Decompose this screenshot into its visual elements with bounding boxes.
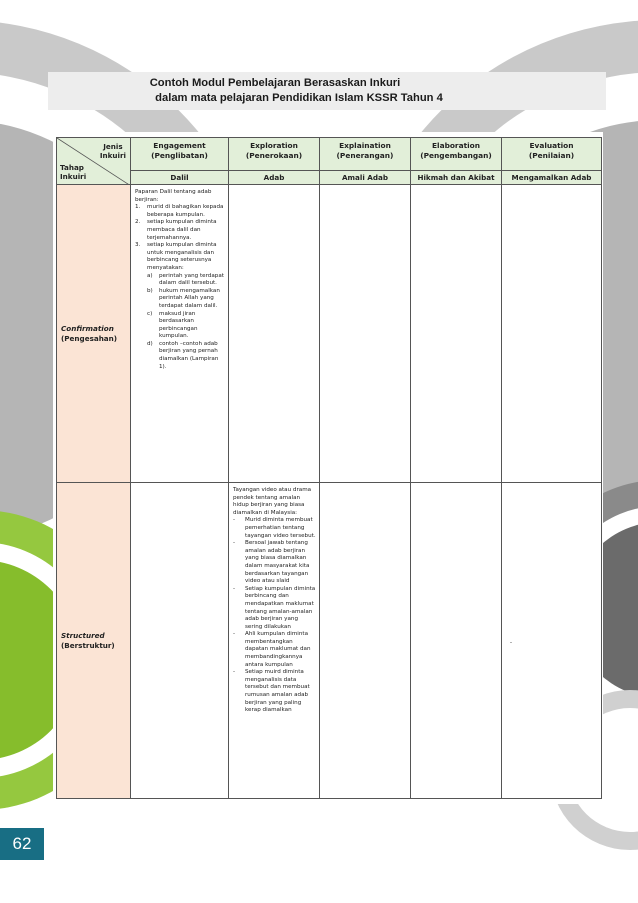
structured-mengamalkan-cell: [502, 483, 602, 799]
inquiry-module-table: [56, 137, 602, 799]
structured-hikmah-cell: [411, 483, 502, 799]
list-item: - Setiap muird diminta menganalisis data tersebut dan membuat rumusan amalan adab berjiran yang paling kerap diamalkan: [233, 669, 310, 714]
list-item: - Bersoal jawab tentang amalan adab berjiran yang biasa diamalkan dalam masyarakat kita berdasarkan tayangan video atau slaid: [233, 540, 310, 585]
document-title-band: [48, 72, 606, 110]
phase-exploration: Exploration (Penerokaan): [229, 138, 320, 171]
confirmation-hikmah-cell: [411, 185, 502, 483]
list-item: 2. setiap kumpulan diminta membaca dalil dan terjemahannya.: [135, 219, 217, 241]
structured-amali-cell: [320, 483, 411, 799]
list-subitem: a) perintah yang terdapat dalam dalil tersebut.: [147, 272, 224, 287]
structured-intro: Tayangan video atau drama pendek tentang amalan hidup berjiran yang biasa diamalkan di Malaysia:: [233, 487, 312, 516]
confirmation-dalil-cell: [131, 185, 229, 483]
confirmation-adab-cell: [229, 185, 320, 483]
row-label-confirmation: Confirmation (Pengesahan): [57, 185, 131, 483]
confirmation-intro: Paparan Dalil tentang adab berjiran:: [135, 189, 212, 203]
row-label-structured: Structured (Berstruktur): [57, 483, 131, 799]
list-item: - Setiap kumpulan diminta berbincang dan mendapatkan maklumat tentang amalan-amalan adab berjiran yang sering dilakukan: [233, 585, 316, 630]
corner-cell: [57, 138, 131, 185]
phase-explaination: Explaination (Penerangan): [320, 138, 411, 171]
phase-header-row: [57, 138, 602, 171]
row-structured: [57, 483, 602, 799]
row-confirmation: [57, 185, 602, 483]
list-item: 3. setiap kumpulan diminta untuk menganalisis dan berbincang seterusnya menyatakan:: [135, 242, 217, 271]
structured-dalil-cell: [131, 483, 229, 799]
page-number: 62: [0, 828, 44, 860]
list-item: - Ahli kumpulan diminta membentangkan dapatan maklumat dan membandingkannya antara kumpulan: [233, 631, 311, 668]
subheader-row: [57, 171, 602, 185]
subheader-mengamalkan: Mengamalkan Adab: [502, 171, 602, 185]
subheader-dalil: Dalil: [131, 171, 229, 185]
phase-elaboration: Elaboration (Pengembangan): [411, 138, 502, 171]
list-subitem: c) maksud jiran berdasarkan perbincangan kumpulan.: [147, 310, 198, 340]
list-item: 1. murid di bahagikan kepada beberapa kumpulan.: [135, 204, 224, 218]
list-item: - Murid diminta membuat pemerhatian tentang tayangan video tersebut.: [233, 517, 316, 539]
phase-engagement: Engagement (Penglibatan): [131, 138, 229, 171]
subheader-adab: Adab: [229, 171, 320, 185]
title-line-2: dalam mata pelajaran Pendidikan Islam KSSR Tahun 4: [155, 92, 443, 104]
list-subitem: b) hukum mengamalkan perintah Allah yang terdapat dalam dalil.: [147, 287, 220, 309]
structured-adab-cell: [229, 483, 320, 799]
subheader-hikmah: Hikmah dan Akibat: [411, 171, 502, 185]
structured-evaluation-dash: -: [510, 640, 512, 646]
title-line-1: Contoh Modul Pembelajaran Berasaskan Inkuri: [149, 77, 401, 89]
subheader-amali-adab: Amali Adab: [320, 171, 411, 185]
phase-evaluation: Evaluation (Penilaian): [502, 138, 602, 171]
confirmation-mengamalkan-cell: [502, 185, 602, 483]
confirmation-amali-cell: [320, 185, 411, 483]
list-subitem: d) contoh –contoh adab berjiran yang pernah diamalkan (Lampiran 1).: [147, 340, 219, 370]
corner-jenis-inkuiri: Jenis Inkuiri: [99, 142, 126, 160]
corner-tahap-inkuiri: Tahap Inkuiri: [60, 163, 87, 181]
